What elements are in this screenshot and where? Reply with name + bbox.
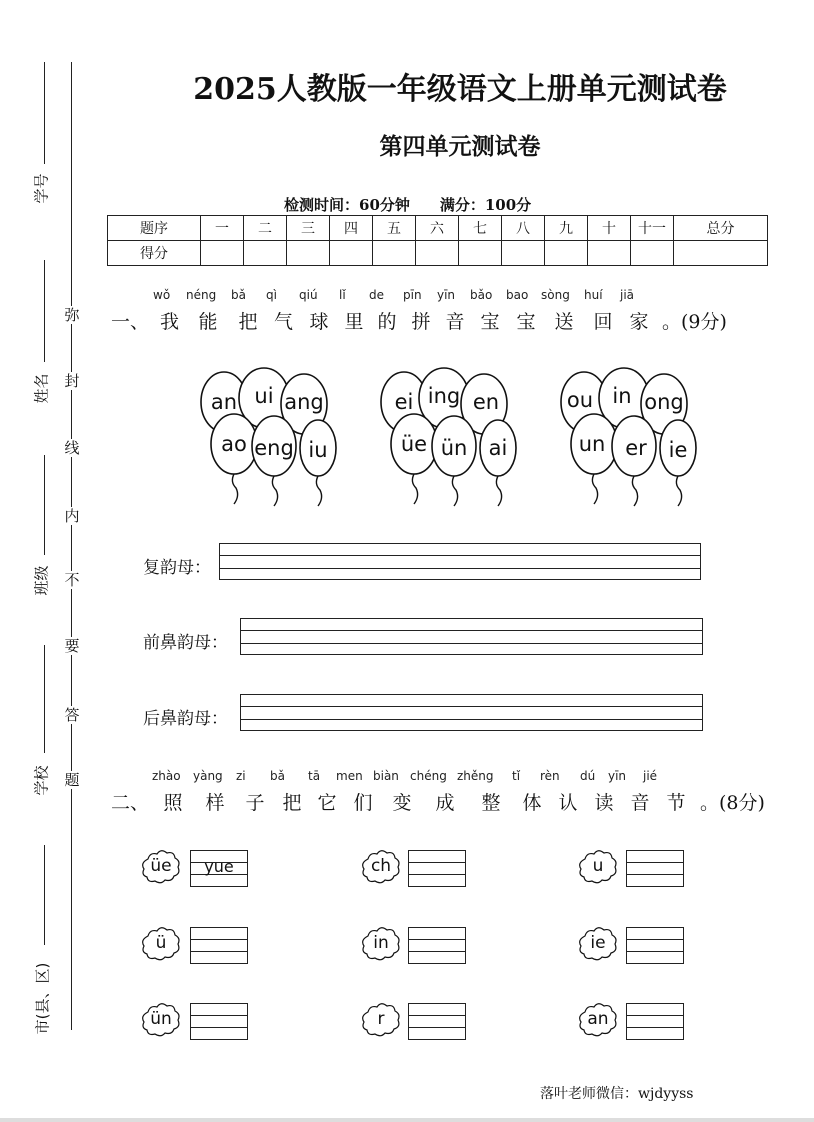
score-cell[interactable] [330,241,373,266]
pinyin: qiú [299,288,318,302]
field-line-student-id[interactable] [44,62,45,164]
balloon-label[interactable]: iu [308,438,328,462]
cloud-label: üe [150,856,172,876]
prompt-char: 音 [630,792,650,814]
page-bottom-edge [0,1118,814,1122]
answer-label-back-nasal-finals: 后鼻韵母： [143,709,228,729]
cloud-label: in [373,933,389,953]
seal-char: 不 [64,571,80,589]
score-header-cell: 四 [330,216,373,241]
question-1-prompt [108,307,727,334]
balloon-label[interactable]: ün [440,436,468,460]
field-label-city: 市(县、区) [33,962,52,1035]
cloud-item [360,1002,402,1038]
score-cell[interactable] [373,241,416,266]
cloud-label: an [587,1009,609,1029]
cloud-item [140,926,182,962]
balloon-label[interactable]: eng [254,436,294,460]
question-2-prompt [108,788,765,815]
answer-box[interactable] [626,850,684,887]
answer-box[interactable] [408,927,466,964]
balloon-label[interactable]: ie [668,438,688,462]
prompt-char: 读 [594,792,614,814]
pinyin: lǐ [339,288,346,302]
score-header-cell: 七 [459,216,502,241]
prompt-char: 音 [445,311,465,333]
balloon-label[interactable]: ei [394,390,414,414]
answer-lines-front-nasal-finals[interactable] [240,618,703,655]
score-header-cell: 题序 [108,216,201,241]
prompt-char: 它 [317,792,337,814]
score-table-header-row [108,216,768,241]
prompt-char: 宝 [480,311,500,333]
balloon-group-3 [558,366,698,506]
score-cell[interactable] [502,241,545,266]
score-table-score-row [108,241,768,266]
page-title: 2025人教版一年级语文上册单元测试卷 [193,72,727,107]
pinyin: jiā [620,288,635,302]
pinyin: qì [266,288,277,302]
pinyin: néng [186,288,217,302]
prompt-char: 送 [554,311,574,333]
prompt-char: 回 [593,311,613,333]
cloud-item [577,926,619,962]
balloon-label[interactable]: ou [566,388,594,412]
cloud-item [140,1002,182,1038]
prompt-char: 节 [666,792,686,814]
score-header-cell: 一 [201,216,244,241]
cloud-item [577,849,619,885]
balloon-label[interactable]: ong [644,390,684,414]
score-cell[interactable] [674,241,768,266]
seal-char: 要 [64,637,80,655]
balloon-label[interactable]: an [210,390,238,414]
page-subtitle: 第四单元测试卷 [379,133,541,160]
seal-line [71,62,72,1030]
prompt-char: 成 [435,792,455,814]
score-cell[interactable] [545,241,588,266]
cloud-item [577,1002,619,1038]
balloon-label[interactable]: in [612,384,632,408]
score-header-cell: 总分 [674,216,768,241]
pinyin: sòng [541,288,570,302]
score-header-cell: 二 [244,216,287,241]
prompt-char: 的 [377,311,397,333]
answer-box[interactable] [190,927,248,964]
field-label-class: 班级 [32,565,51,596]
exam-info [284,194,531,215]
cloud-label: ü [155,933,167,953]
balloon-label[interactable]: er [625,436,647,460]
seal-char: 答 [64,706,80,724]
prompt-char: 把 [238,311,258,333]
question-score: 。(8分) [700,792,765,814]
prompt-char: 我 [159,311,179,333]
field-line-city[interactable] [44,845,45,945]
score-header-cell: 六 [416,216,459,241]
balloon-label[interactable]: ang [284,390,324,414]
cloud-label: r [377,1009,385,1029]
cloud-item [360,849,402,885]
score-cell[interactable] [201,241,244,266]
pinyin: zhěng [457,769,494,783]
prompt-char: 气 [273,311,293,333]
pinyin: zhào [152,769,181,783]
cloud-label: ün [150,1009,172,1029]
answer-box[interactable] [626,927,684,964]
pinyin: jié [643,769,658,783]
field-label-name: 姓名 [32,373,51,404]
score-cell[interactable] [244,241,287,266]
cloud-label: u [592,856,604,876]
score-header-cell: 三 [287,216,330,241]
field-line-school[interactable] [44,645,45,753]
pinyin: de [369,288,384,302]
cloud-label: ch [370,856,392,876]
answer-lines-compound-finals[interactable] [219,543,701,580]
score-header-cell: 八 [502,216,545,241]
prompt-char: 能 [198,311,218,333]
field-line-name[interactable] [44,260,45,362]
prompt-char: 体 [522,792,542,814]
cloud-item [360,926,402,962]
question-number: 二、 [110,792,149,814]
pinyin: tā [308,769,321,783]
score-table [107,215,768,266]
pinyin: chéng [410,769,447,783]
pinyin: huí [584,288,603,302]
field-label-school: 学校 [32,765,51,796]
pinyin: bǎ [231,288,246,302]
pinyin: biàn [373,769,399,783]
balloon-label[interactable]: ui [254,384,274,408]
prompt-char: 认 [558,792,578,814]
score-cell[interactable] [416,241,459,266]
pinyin: men [336,769,363,783]
pinyin: rèn [540,769,560,783]
full-score: 满分：100分 [439,196,532,214]
seal-char: 题 [64,771,80,789]
pinyin: pīn [403,288,422,302]
score-header-cell: 十一 [631,216,674,241]
seal-char: 内 [64,507,80,525]
cloud-label: ie [590,933,606,953]
pinyin: dú [580,769,596,783]
seal-char: 线 [64,439,80,457]
answer-label-front-nasal-finals: 前鼻韵母： [143,633,228,653]
answer-lines-back-nasal-finals[interactable] [240,694,703,731]
score-cell[interactable] [631,241,674,266]
answer-label-compound-finals: 复韵母： [143,558,211,578]
prompt-char: 子 [245,792,265,814]
answer-box[interactable] [408,850,466,887]
pinyin: tǐ [512,769,521,783]
answer-example: yue [204,857,234,876]
balloon-label[interactable]: üe [400,432,428,456]
prompt-char: 把 [282,792,302,814]
balloon-group-2 [378,366,518,506]
pinyin: wǒ [153,288,171,302]
prompt-char: 们 [353,792,373,814]
field-line-class[interactable] [44,455,45,555]
prompt-char: 照 [163,792,183,814]
seal-char: 封 [64,372,80,390]
score-row-label: 得分 [108,241,201,266]
balloon-label[interactable]: en [472,390,500,414]
seal-char: 弥 [64,306,80,324]
score-cell[interactable] [287,241,330,266]
score-header-cell: 五 [373,216,416,241]
answer-box[interactable] [190,1003,248,1040]
pinyin: yàng [193,769,223,783]
balloon-label[interactable]: ing [427,384,461,408]
question-score: 。(9分) [662,311,727,333]
question-number: 一、 [110,311,149,333]
footer-note: 落叶老师微信：wjdyyss [540,1086,694,1102]
prompt-char: 样 [205,792,225,814]
pinyin: zi [236,769,246,783]
score-cell[interactable] [459,241,502,266]
pinyin: bao [506,288,529,302]
score-header-cell: 九 [545,216,588,241]
field-label-student-id: 学号 [32,173,51,204]
pinyin: yīn [608,769,627,783]
answer-box[interactable] [408,1003,466,1040]
prompt-char: 变 [392,792,412,814]
prompt-char: 里 [344,311,364,333]
prompt-char: 家 [629,311,649,333]
pinyin: yīn [437,288,456,302]
score-cell[interactable] [588,241,631,266]
answer-box[interactable] [190,850,248,887]
exam-time: 检测时间：60分钟 [284,196,410,214]
pinyin: bǎo [470,288,493,302]
balloon-group-1 [198,366,338,506]
pinyin: bǎ [270,769,285,783]
score-header-cell: 十 [588,216,631,241]
prompt-char: 宝 [516,311,536,333]
prompt-char: 拼 [411,311,431,333]
balloon-label[interactable]: un [578,432,606,456]
prompt-char: 整 [481,792,501,814]
balloon-label[interactable]: ai [488,436,508,460]
answer-box[interactable] [626,1003,684,1040]
balloon-label[interactable]: ao [221,432,247,456]
cloud-item [140,849,182,885]
prompt-char: 球 [309,311,329,333]
